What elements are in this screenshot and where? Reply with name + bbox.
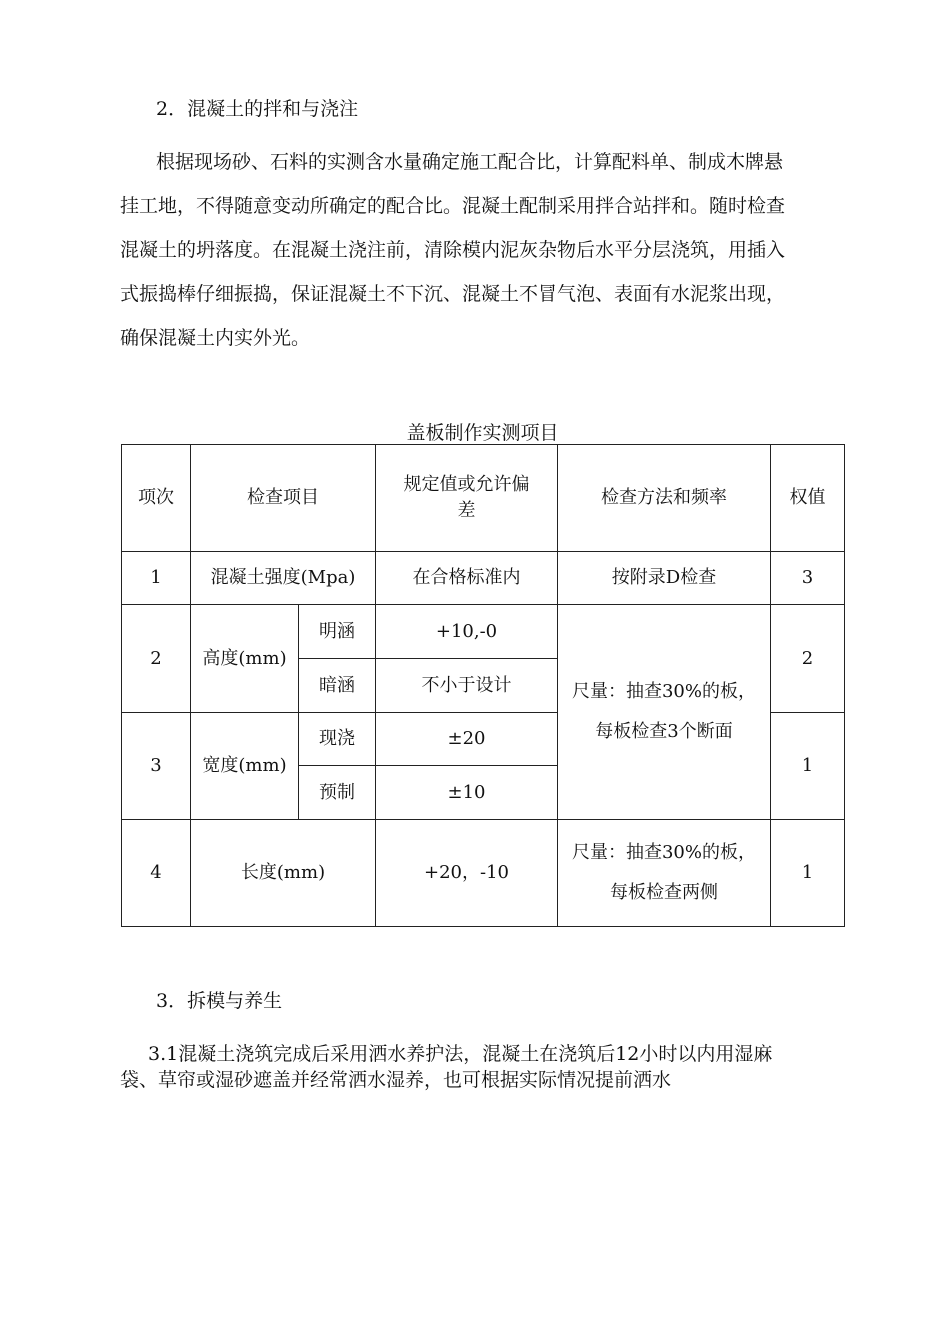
- method-line1: 尺量：抽查30%的板，: [571, 842, 756, 863]
- cell-no: 2: [122, 605, 191, 713]
- cell-item: 高度(mm): [191, 605, 299, 713]
- header-tolerance: [376, 445, 558, 552]
- paragraph-line: 挂工地，不得随意变动所确定的配合比。混凝土配制采用拌合站拌和。随时检查: [120, 195, 786, 217]
- cell-subitem: 暗涵: [299, 659, 376, 713]
- cell-weight: 1: [771, 713, 845, 820]
- method-line1: 尺量：抽查30%的板，: [571, 681, 756, 702]
- header-tolerance-line2: 差: [457, 500, 476, 521]
- header-item: 检查项目: [191, 445, 376, 552]
- paragraph-line: 根据现场砂、石料的实测含水量确定施工配合比，计算配料单、制成木牌悬: [156, 151, 784, 173]
- section-3-paragraph: [120, 1041, 848, 1093]
- cell-tolerance: +10,-0: [376, 605, 558, 659]
- table-caption: 盖板制作实测项目: [406, 422, 559, 444]
- cell-no: 4: [122, 820, 191, 927]
- inspection-table: [121, 444, 845, 927]
- cell-weight: 3: [771, 552, 845, 605]
- header-no: 项次: [122, 445, 191, 552]
- section-3-heading: 3．拆模与养生: [156, 990, 283, 1012]
- cell-weight: 1: [771, 820, 845, 927]
- paragraph-line: 确保混凝土内实外光。: [120, 327, 311, 349]
- cell-weight: 2: [771, 605, 845, 713]
- cell-item: 宽度(mm): [191, 713, 299, 820]
- paragraph-line: 3.1混凝土浇筑完成后采用洒水养护法，混凝土在浇筑后12小时以内用湿麻: [148, 1043, 773, 1065]
- table-row: [122, 552, 845, 605]
- method-line2: 每板检查3个断面: [595, 721, 733, 742]
- cell-subitem: 现浇: [299, 713, 376, 766]
- cell-item: 长度(mm): [191, 820, 376, 927]
- cell-subitem: 预制: [299, 766, 376, 820]
- cell-tolerance: 不小于设计: [376, 659, 558, 713]
- paragraph-line: 式振捣棒仔细振捣，保证混凝土不下沉、混凝土不冒气泡、表面有水泥浆出现，: [120, 283, 786, 305]
- cell-tolerance: +20，-10: [376, 820, 558, 927]
- paragraph-line: 混凝土的坍落度。在混凝土浇注前，清除模内泥灰杂物后水平分层浇筑，用插入: [120, 239, 786, 261]
- paragraph-line: 袋、草帘或湿砂遮盖并经常洒水湿养，也可根据实际情况提前洒水: [120, 1069, 672, 1091]
- cell-tolerance: ±10: [376, 766, 558, 820]
- header-weight: 权值: [771, 445, 845, 552]
- section-2-paragraph: [120, 140, 848, 360]
- cell-item: 混凝土强度(Mpa): [191, 552, 376, 605]
- cell-tolerance: ±20: [376, 713, 558, 766]
- section-2-heading: 2．混凝土的拌和与浇注: [156, 98, 359, 120]
- header-tolerance-line1: 规定值或允许偏: [403, 474, 530, 495]
- cell-method: [558, 820, 771, 927]
- cell-subitem: 明涵: [299, 605, 376, 659]
- cell-no: 3: [122, 713, 191, 820]
- table-row: [122, 605, 845, 659]
- cell-no: 1: [122, 552, 191, 605]
- cell-tolerance: 在合格标准内: [376, 552, 558, 605]
- header-method: 检查方法和频率: [558, 445, 771, 552]
- cell-method: 按附录D检查: [558, 552, 771, 605]
- cell-method-shared: [558, 605, 771, 820]
- method-line2: 每板检查两侧: [610, 882, 718, 903]
- table-row: [122, 820, 845, 927]
- table-header-row: [122, 445, 845, 552]
